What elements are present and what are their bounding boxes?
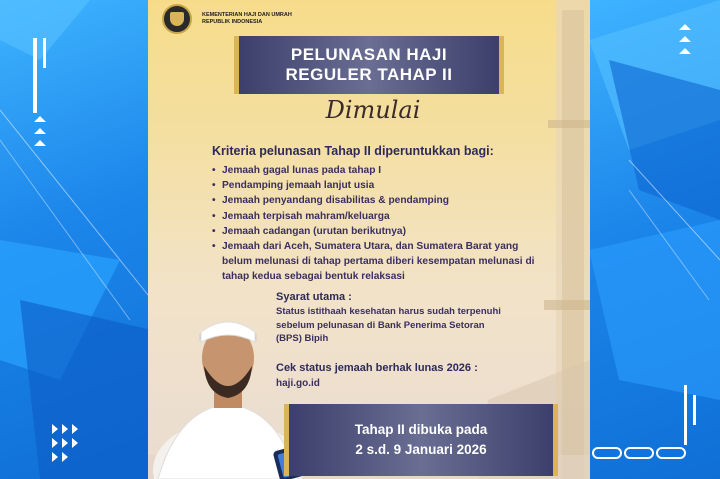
- script-subtitle: Dimulai: [325, 96, 421, 124]
- right-background-panel: [589, 0, 720, 479]
- criteria-item: • Pendamping jemaah lanjut usia: [210, 178, 550, 193]
- date-banner: [284, 404, 558, 476]
- criteria-list: [210, 163, 550, 285]
- title-banner: [234, 36, 504, 94]
- cek-status-link[interactable]: haji.go.id: [276, 378, 320, 389]
- date-banner-line-1: Tahap II dibuka pada: [354, 422, 488, 437]
- right-geometric-decoration: [589, 0, 720, 479]
- ministry-name: [202, 12, 292, 26]
- left-background-panel: [0, 0, 152, 479]
- criteria-item: • Jemaah dari Aceh, Sumatera Utara, dan Sumatera Barat yang belum melunasi di tahap pertama diberi kesempatan melunasi di tahap kedua sebagai bentuk relaksasi: [210, 239, 550, 285]
- ministry-line-1: KEMENTERIAN HAJI DAN UMRAH: [202, 12, 292, 18]
- syarat-heading: Syarat utama :: [276, 291, 352, 303]
- syarat-text: Status istithaah kesehatan harus sudah terpenuhi sebelum pelunasan di Bank Penerima Setoran (BPS) Bipih: [276, 306, 501, 344]
- criteria-heading: Kriteria pelunasan Tahap II diperuntukkan bagi:: [212, 144, 494, 158]
- cek-status-heading: Cek status jemaah berhak lunas 2026 :: [276, 362, 478, 374]
- left-geometric-decoration: [0, 0, 152, 479]
- title-line-1: PELUNASAN HAJI: [290, 45, 448, 64]
- ministry-line-2: REPUBLIK INDONESIA: [202, 19, 263, 25]
- criteria-item: • Jemaah penyandang disabilitas & pendamping: [210, 193, 550, 208]
- date-banner-line-2: 2 s.d. 9 Januari 2026: [355, 442, 487, 457]
- poster: [148, 0, 590, 479]
- title-line-2: REGULER TAHAP II: [285, 65, 453, 84]
- garuda-emblem-icon: [162, 4, 192, 34]
- criteria-item: • Jemaah cadangan (urutan berikutnya): [210, 224, 550, 239]
- criteria-item: • Jemaah gagal lunas pada tahap I: [210, 163, 550, 178]
- criteria-item: • Jemaah terpisah mahram/keluarga: [210, 209, 550, 224]
